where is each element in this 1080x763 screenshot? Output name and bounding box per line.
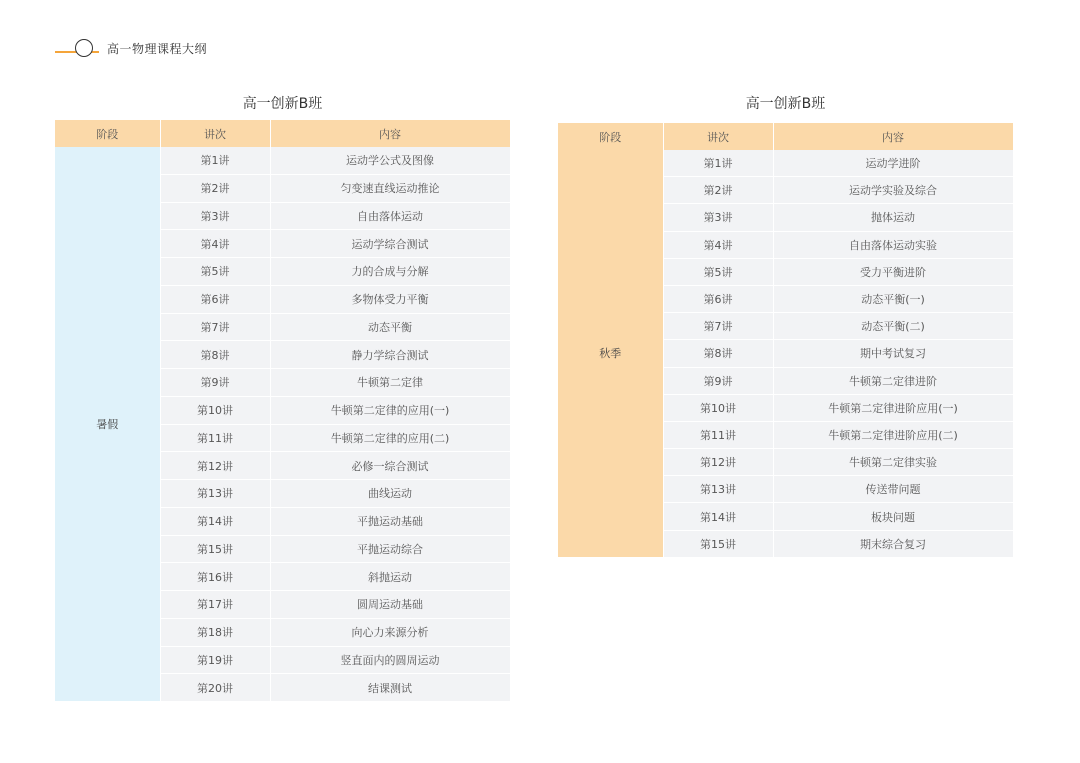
lecture-cell: 第20讲 [160, 674, 270, 702]
content-cell: 平抛运动综合 [270, 535, 510, 563]
content-cell: 动态平衡(一) [773, 285, 1013, 312]
content-cell: 必修一综合测试 [270, 452, 510, 480]
content-cell: 匀变速直线运动推论 [270, 174, 510, 202]
content-cell: 期末综合复习 [773, 530, 1013, 557]
content-cell: 板块问题 [773, 503, 1013, 530]
table-title: 高一创新B班 [745, 96, 826, 112]
lecture-cell: 第6讲 [663, 285, 773, 312]
lecture-cell: 第2讲 [663, 177, 773, 204]
lecture-cell: 第10讲 [663, 394, 773, 421]
content-cell: 牛顿第二定律进阶应用(一) [773, 394, 1013, 421]
autumn-course-table [558, 123, 1014, 558]
content-cell: 静力学综合测试 [270, 341, 510, 369]
content-cell: 多物体受力平衡 [270, 285, 510, 313]
page-title: 高一物理课程大纲 [107, 41, 208, 56]
lecture-cell: 第7讲 [663, 313, 773, 340]
phase-cell: 秋季 [558, 150, 663, 557]
autumn-course-panel [558, 94, 1013, 558]
header-lecture: 讲次 [160, 120, 270, 147]
lecture-cell: 第8讲 [160, 341, 270, 369]
lecture-cell: 第17讲 [160, 591, 270, 619]
content-cell: 运动学实验及综合 [773, 177, 1013, 204]
content-cell: 受力平衡进阶 [773, 258, 1013, 285]
lecture-cell: 第16讲 [160, 563, 270, 591]
table-title: 高一创新B班 [242, 96, 323, 112]
lecture-cell: 第11讲 [663, 421, 773, 448]
content-cell: 自由落体运动实验 [773, 231, 1013, 258]
lecture-cell: 第9讲 [160, 369, 270, 397]
header-lecture: 讲次 [663, 123, 773, 150]
content-cell: 向心力来源分析 [270, 618, 510, 646]
content-cell: 抛体运动 [773, 204, 1013, 231]
header-circle-line-icon [55, 37, 99, 59]
lecture-cell: 第4讲 [663, 231, 773, 258]
summer-course-table [55, 120, 511, 702]
content-cell: 自由落体运动 [270, 202, 510, 230]
lecture-cell: 第15讲 [160, 535, 270, 563]
lecture-cell: 第9讲 [663, 367, 773, 394]
lecture-cell: 第2讲 [160, 174, 270, 202]
lecture-cell: 第14讲 [160, 507, 270, 535]
header-phase: 阶段 [558, 123, 663, 150]
summer-course-panel [55, 94, 510, 702]
header-content: 内容 [773, 123, 1013, 150]
content-cell: 力的合成与分解 [270, 258, 510, 286]
lecture-cell: 第11讲 [160, 424, 270, 452]
content-cell: 牛顿第二定律 [270, 369, 510, 397]
lecture-cell: 第14讲 [663, 503, 773, 530]
content-cell: 牛顿第二定律进阶应用(二) [773, 421, 1013, 448]
content-cell: 运动学综合测试 [270, 230, 510, 258]
header-content: 内容 [270, 120, 510, 147]
content-cell: 动态平衡 [270, 313, 510, 341]
table-header-row [558, 123, 1013, 150]
lecture-cell: 第8讲 [663, 340, 773, 367]
lecture-cell: 第15讲 [663, 530, 773, 557]
content-cell: 牛顿第二定律进阶 [773, 367, 1013, 394]
table-row [55, 147, 510, 174]
table-row [558, 150, 1013, 177]
content-cell: 牛顿第二定律实验 [773, 449, 1013, 476]
lecture-cell: 第7讲 [160, 313, 270, 341]
content-cell: 斜抛运动 [270, 563, 510, 591]
content-cell: 运动学公式及图像 [270, 147, 510, 174]
content-cell: 平抛运动基础 [270, 507, 510, 535]
table-header-row [55, 120, 510, 147]
content-cell: 运动学进阶 [773, 150, 1013, 177]
lecture-cell: 第4讲 [160, 230, 270, 258]
content-cell: 牛顿第二定律的应用(一) [270, 396, 510, 424]
lecture-cell: 第5讲 [160, 258, 270, 286]
lecture-cell: 第10讲 [160, 396, 270, 424]
lecture-cell: 第19讲 [160, 646, 270, 674]
lecture-cell: 第3讲 [663, 204, 773, 231]
lecture-cell: 第3讲 [160, 202, 270, 230]
lecture-cell: 第13讲 [160, 480, 270, 508]
lecture-cell: 第1讲 [663, 150, 773, 177]
page-header [55, 37, 207, 59]
lecture-cell: 第18讲 [160, 618, 270, 646]
phase-cell: 暑假 [55, 147, 160, 702]
content-cell: 竖直面内的圆周运动 [270, 646, 510, 674]
content-cell: 传送带问题 [773, 476, 1013, 503]
content-cell: 圆周运动基础 [270, 591, 510, 619]
content-cell: 期中考试复习 [773, 340, 1013, 367]
lecture-cell: 第5讲 [663, 258, 773, 285]
lecture-cell: 第6讲 [160, 285, 270, 313]
lecture-cell: 第13讲 [663, 476, 773, 503]
lecture-cell: 第12讲 [160, 452, 270, 480]
content-cell: 结课测试 [270, 674, 510, 702]
content-cell: 曲线运动 [270, 480, 510, 508]
header-phase: 阶段 [55, 120, 160, 147]
lecture-cell: 第12讲 [663, 449, 773, 476]
lecture-cell: 第1讲 [160, 147, 270, 174]
content-cell: 动态平衡(二) [773, 313, 1013, 340]
content-cell: 牛顿第二定律的应用(二) [270, 424, 510, 452]
